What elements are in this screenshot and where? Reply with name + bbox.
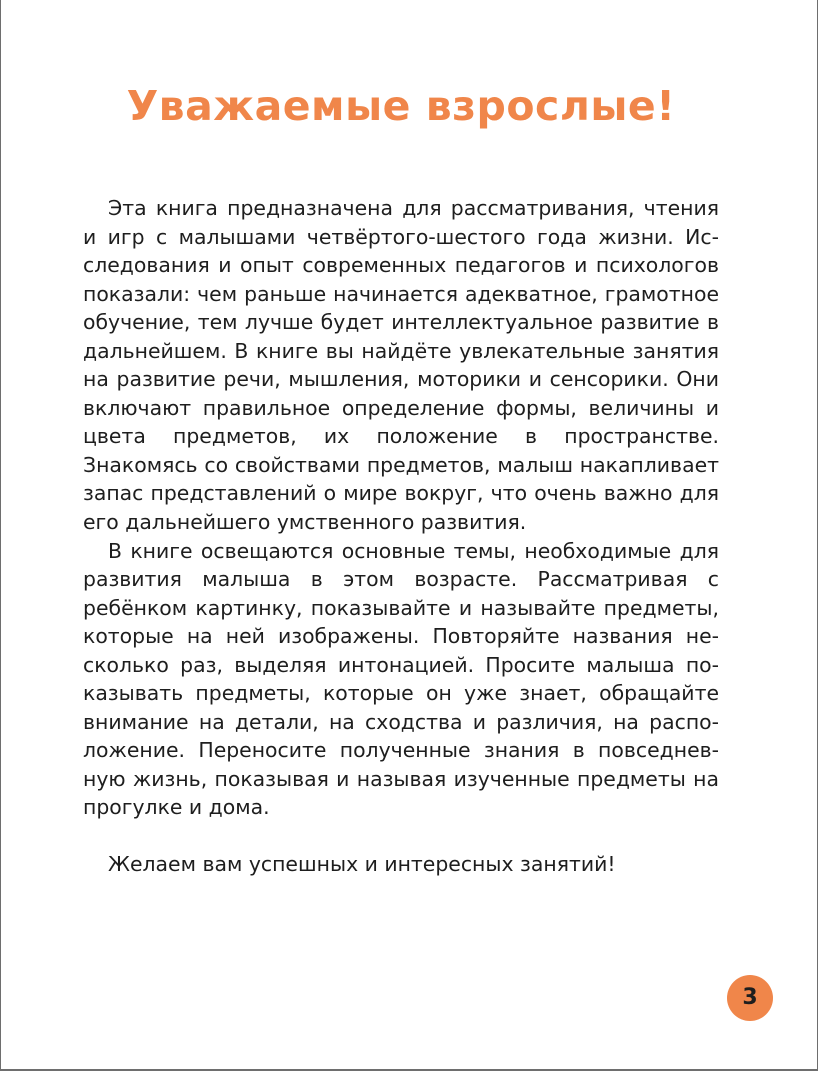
paragraph-intro: Эта книга предназначена для рассматривания, чтения и игр с малышами четвёртого-шестого года жизни. Исследования и опыт современных педагогов и психологов показали: чем раньше начинается адекватное, грамотное обучение, тем лучше будет интеллектуальное развитие в дальнейшем. В книге вы найдёте увлекательные занятия на развитие речи, мышления, моторики и сенсорики. Они включают правильное определение формы, величины и цвета предметов, их положение в пространстве. Знакомясь со свойствами предметов, малыш накапливает запас представлений о мире вокруг, что очень важно для его дальнейшего умственного развития. bbox=[83, 196, 719, 535]
page-title: Уважаемые взрослые! bbox=[126, 82, 676, 130]
page-number-badge bbox=[727, 975, 773, 1021]
paragraph-guidance: В книге освещаются основные темы, необходимые для развития малыша в этом возрасте. Рассматривая с ребёнком картинку, показывайте и называйте предметы, которые на ней изображены. Повторяйте названия несколько раз, выделяя интонацией. Просите малыша показывать предметы, которые он уже знает, обращайте внимание на детали, на сходства и различия, на расположение. Переносите полученные знания в повседневную жизнь, показывая и называя изученные предметы на прогулке и дома. bbox=[83, 538, 719, 820]
body-text bbox=[83, 194, 719, 879]
closing-wish: Желаем вам успешных и интересных занятий! bbox=[108, 852, 616, 877]
page-number: 3 bbox=[742, 985, 758, 1010]
